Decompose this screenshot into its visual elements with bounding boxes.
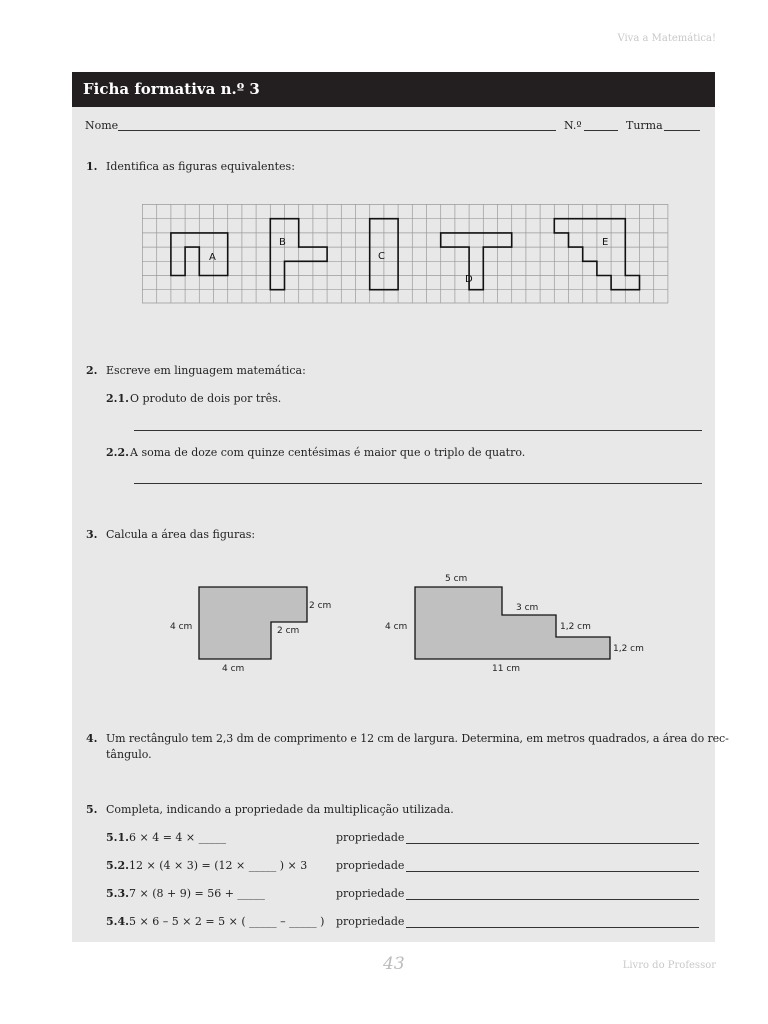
fig1-left-label: 4 cm	[170, 622, 193, 632]
q2-1-text: O produto de dois por três.	[130, 392, 282, 405]
q3-number: 3.	[86, 528, 98, 541]
q5-4-number: 5.4.	[106, 915, 129, 928]
figure-b-label: B	[279, 237, 286, 248]
q5-4-expression: 5 × 6 – 5 × 2 = 5 × ( _____ – _____ )	[129, 915, 325, 928]
name-field[interactable]	[118, 130, 556, 131]
worksheet-title: Ficha formativa n.º 3	[83, 80, 260, 98]
q5-1-number: 5.1.	[106, 831, 129, 844]
fig2-step1-label: 3 cm	[516, 603, 539, 613]
q1-text: Identifica as figuras equivalentes:	[106, 160, 295, 173]
fig2-top-label: 5 cm	[445, 574, 468, 584]
figure-c-label: C	[378, 251, 385, 262]
title-bar	[72, 72, 715, 107]
q2-2-answer-line[interactable]	[134, 483, 702, 484]
figure-e-label: E	[602, 237, 609, 248]
q2-number: 2.	[86, 364, 98, 377]
q5-2-property-field[interactable]	[406, 871, 699, 872]
class-label: Turma	[626, 119, 663, 132]
fig2-step3-label: 1,2 cm	[613, 644, 644, 654]
q5-1-property-label: propriedade	[336, 831, 405, 844]
q1-number: 1.	[86, 160, 98, 173]
q5-3-expression: 7 × (8 + 9) = 56 + _____	[129, 887, 265, 900]
q3-area-figures	[167, 570, 687, 680]
q2-2-number: 2.2.	[106, 446, 129, 459]
q5-2-property-label: propriedade	[336, 859, 405, 872]
fig2-step2-label: 1,2 cm	[560, 622, 591, 632]
number-label: N.º	[564, 119, 582, 132]
book-title-header: Viva a Matemática!	[617, 33, 716, 44]
q5-4-property-field[interactable]	[406, 927, 699, 928]
q5-3-property-label: propriedade	[336, 887, 405, 900]
q5-3-number: 5.3.	[106, 887, 129, 900]
fig2-left-label: 4 cm	[385, 622, 408, 632]
q4-text-line1: Um rectângulo tem 2,3 dm de comprimento e 12 cm de largura. Determina, em metros quadrados, a área do rec-	[106, 732, 729, 745]
q5-2-number: 5.2.	[106, 859, 129, 872]
figure-d-label: D	[465, 274, 473, 285]
fig1-notch-label: 2 cm	[277, 626, 300, 636]
q5-2-expression: 12 × (4 × 3) = (12 × _____ ) × 3	[129, 859, 308, 872]
q2-text: Escreve em linguagem matemática:	[106, 364, 306, 377]
class-field[interactable]	[664, 130, 700, 131]
fig1-right-label: 2 cm	[309, 601, 332, 611]
q3-text: Calcula a área das figuras:	[106, 528, 256, 541]
name-label: Nome	[85, 119, 119, 132]
q4-text-line2: tângulo.	[106, 748, 152, 761]
area-figure-1	[199, 587, 307, 659]
worksheet	[72, 72, 729, 942]
page-number: 43	[383, 954, 405, 974]
q5-text: Completa, indicando a propriedade da multiplicação utilizada.	[106, 803, 454, 816]
q1-figures-grid	[142, 204, 672, 304]
number-field[interactable]	[584, 130, 618, 131]
fig1-bottom-label: 4 cm	[222, 664, 245, 674]
q4-number: 4.	[86, 732, 98, 745]
q2-1-number: 2.1.	[106, 392, 129, 405]
book-title-footer: Livro do Professor	[622, 960, 716, 971]
q5-number: 5.	[86, 803, 98, 816]
q5-1-property-field[interactable]	[406, 843, 699, 844]
q5-3-property-field[interactable]	[406, 899, 699, 900]
q2-1-answer-line[interactable]	[134, 430, 702, 431]
q5-1-expression: 6 × 4 = 4 × _____	[129, 831, 227, 844]
q2-2-text: A soma de doze com quinze centésimas é maior que o triplo de quatro.	[130, 446, 526, 459]
q5-4-property-label: propriedade	[336, 915, 405, 928]
fig2-bottom-label: 11 cm	[492, 664, 521, 674]
figure-a-label: A	[209, 252, 216, 263]
